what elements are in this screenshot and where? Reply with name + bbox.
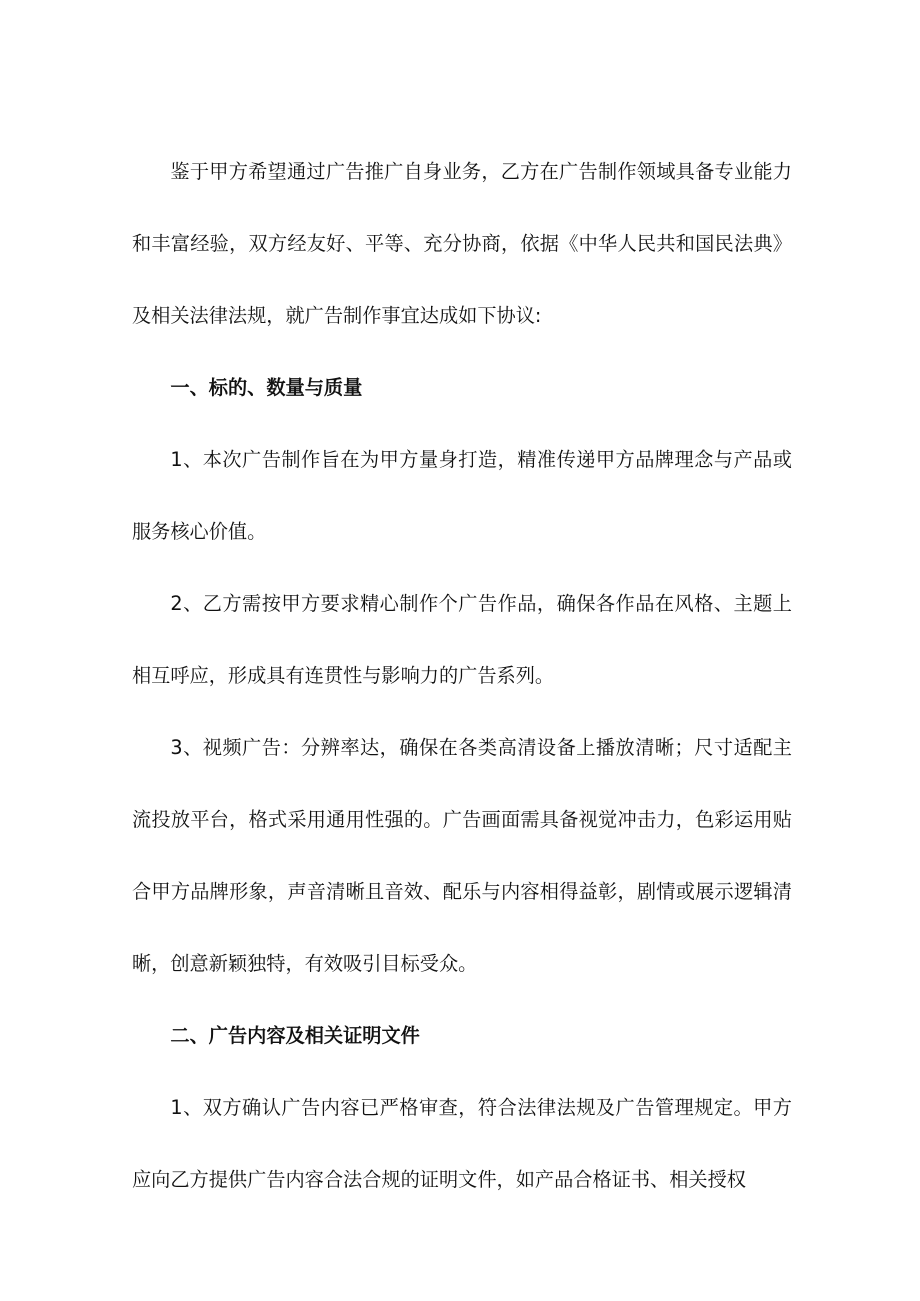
clause-1-1: 1、本次广告制作旨在为甲方量身打造，精准传递甲方品牌理念与产品或服务核心价值。 — [132, 448, 792, 543]
clause-1-2: 2、乙方需按甲方要求精心制作个广告作品，确保各作品在风格、主题上相互呼应，形成具有连贯性与影响力的广告系列。 — [132, 592, 792, 687]
section-heading-1: 一、标的、数量与质量 — [170, 376, 363, 399]
preamble-paragraph: 鉴于甲方希望通过广告推广自身业务，乙方在广告制作领域具备专业能力和丰富经验，双方经友好、平等、充分协商，依据《中华人民共和国民法典》及相关法律法规，就广告制作事宜达成如下协议: — [132, 160, 792, 327]
clause-1-3: 3、视频广告：分辨率达，确保在各类高清设备上播放清晰；尺寸适配主流投放平台，格式采用通用性强的。广告画面需具备视觉冲击力，色彩运用贴合甲方品牌形象，声音清晰且音效、配乐与内容相得益彰，剧情或展示逻辑清晰，创意新颖独特，有效吸引目标受众。 — [132, 736, 792, 975]
section-heading-2: 二、广告内容及相关证明文件 — [170, 1024, 420, 1047]
clause-2-1: 1、双方确认广告内容已严格审查，符合法律法规及广告管理规定。甲方应向乙方提供广告内容合法合规的证明文件，如产品合格证书、相关授权 — [132, 1096, 792, 1191]
document-body — [132, 136, 792, 1216]
